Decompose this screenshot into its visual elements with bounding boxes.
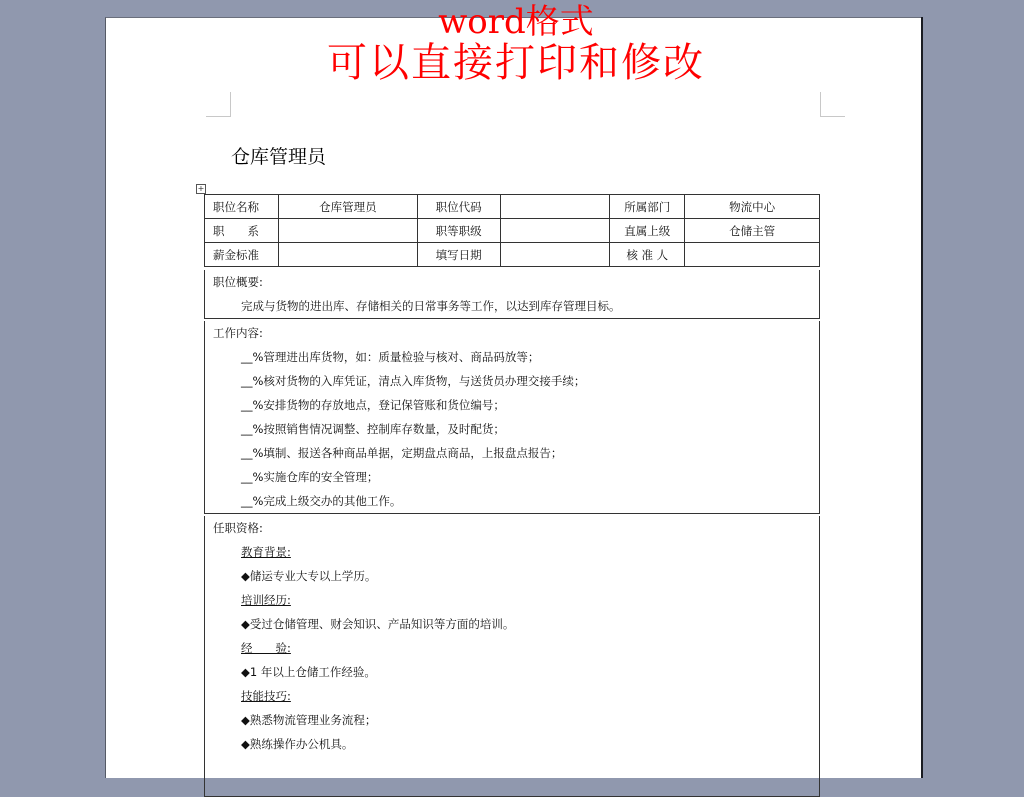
- qualification-item: ◆储运专业大专以上学历。: [241, 569, 377, 583]
- value-cell[interactable]: [685, 243, 820, 267]
- duty-item: __%按照销售情况调整、控制库存数量，及时配货；: [241, 422, 505, 436]
- duty-item: __%管理进出库货物，如：质量检验与核对、商品码放等；: [241, 350, 540, 364]
- duty-item: __%核对货物的入库凭证，清点入库货物，与送货员办理交接手续；: [241, 374, 586, 388]
- section-heading: 职位概要:: [213, 275, 263, 289]
- table-row: [205, 243, 820, 267]
- qualification-item: ◆熟悉物流管理业务流程；: [241, 713, 377, 727]
- value-cell[interactable]: 物流中心: [685, 195, 820, 219]
- value-cell[interactable]: [500, 243, 610, 267]
- label-cell[interactable]: 薪金标准: [205, 243, 279, 267]
- label-cell[interactable]: 填写日期: [417, 243, 500, 267]
- qualification-label-experience: 经 验:: [241, 641, 291, 655]
- label-cell[interactable]: 职 系: [205, 219, 279, 243]
- table-move-handle-icon[interactable]: +: [197, 184, 205, 193]
- duty-item: __%实施仓库的安全管理；: [241, 470, 379, 484]
- qualification-item: ◆1 年以上仓储工作经验。: [241, 665, 376, 679]
- value-cell[interactable]: [500, 219, 610, 243]
- label-cell[interactable]: 职等职级: [417, 219, 500, 243]
- value-cell[interactable]: 仓储主管: [685, 219, 820, 243]
- document-page: [105, 2, 921, 778]
- value-cell[interactable]: [278, 243, 417, 267]
- job-duties-section: [204, 321, 820, 514]
- qualification-label-training: 培训经历:: [241, 593, 291, 607]
- value-cell[interactable]: 仓库管理员: [278, 195, 417, 219]
- duty-item: __%完成上级交办的其他工作。: [241, 494, 402, 508]
- section-heading: 任职资格:: [213, 521, 263, 535]
- document-title: 仓库管理员: [231, 146, 327, 168]
- section-heading: 工作内容:: [213, 326, 263, 340]
- qualification-label-skills: 技能技巧:: [241, 689, 291, 703]
- label-cell[interactable]: 直属上级: [610, 219, 685, 243]
- watermark-banner: [266, 2, 766, 98]
- summary-text: 完成与货物的进出库、存储相关的日常事务等工作，以达到库存管理目标。: [241, 299, 621, 313]
- job-info-table: [204, 194, 820, 267]
- label-cell[interactable]: 职位代码: [417, 195, 500, 219]
- value-cell[interactable]: [500, 195, 610, 219]
- duty-item: __%填制、报送各种商品单据，定期盘点商品，上报盘点报告；: [241, 446, 563, 460]
- value-cell[interactable]: [278, 219, 417, 243]
- banner-line-1: word格式: [438, 2, 594, 42]
- label-cell[interactable]: 职位名称: [205, 195, 279, 219]
- qualification-label-education: 教育背景:: [241, 545, 291, 559]
- label-cell[interactable]: 核 准 人: [610, 243, 685, 267]
- duty-item: __%安排货物的存放地点，登记保管账和货位编号；: [241, 398, 505, 412]
- job-summary-section: [204, 270, 820, 319]
- margin-corner-mark-left: [206, 92, 231, 117]
- qualification-item: ◆熟练操作办公机具。: [241, 737, 354, 751]
- qualification-item: ◆受过仓储管理、财会知识、产品知识等方面的培训。: [241, 617, 515, 631]
- table-row: [205, 195, 820, 219]
- banner-line-2: 可以直接打印和修改: [327, 40, 705, 86]
- qualifications-section: [204, 516, 820, 797]
- table-row: [205, 219, 820, 243]
- margin-corner-mark-right: [820, 92, 845, 117]
- label-cell[interactable]: 所属部门: [610, 195, 685, 219]
